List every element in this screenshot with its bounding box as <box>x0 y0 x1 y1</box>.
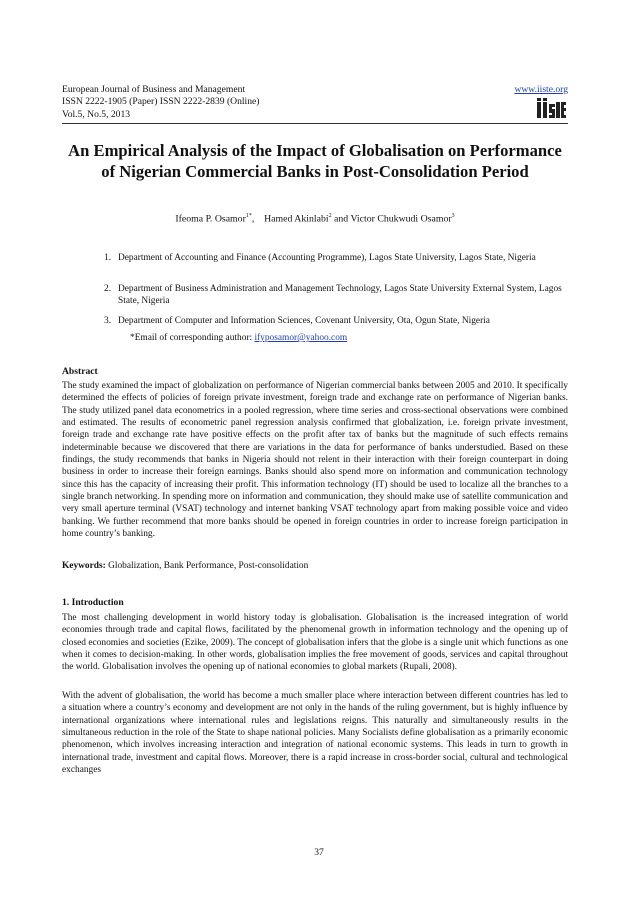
journal-info <box>62 84 568 121</box>
author-2-sup: 2 <box>328 213 332 219</box>
affiliation-num: 3. <box>104 316 112 326</box>
affiliation-2 <box>104 283 570 307</box>
author-1: Ifeoma P. Osamor <box>175 213 246 225</box>
affiliation-text: Department of Computer and Information Sciences, Covenant University, Ota, Ogun State, Nigeria <box>118 316 490 326</box>
author-2: Hamed Akinlabi <box>264 213 329 225</box>
affiliation-1 <box>104 252 570 264</box>
affiliation-3 <box>104 315 570 327</box>
author-line: Ifeoma P. Osamor$^{1*}$, Hamed Akinlabi$^2$ and Victor Chukwudi Osamor$^3$ <box>175 213 455 225</box>
keywords-line <box>62 561 308 571</box>
intro-paragraph-2: With the advent of globalisation, the world has become a much smaller place where interaction between different countries has led to a situation where a country’s economy and development are not only in the hands of the ruling government, but is highly influence by international organizations where international rules and legislations reigns. This naturally and simultaneously results in the simultaneous reduction in the role of the State to shape national policies. Many Socialists define globalisation as a primarily economic phenomenon, which involves increasing interaction and integration of national economic systems. This leads in turn to growth in international trade, investment and capital flows. Moreover, there is a rapid increase in cross-border social, cultural and technological exchanges <box>62 691 568 776</box>
iiste-logo-icon <box>536 98 566 118</box>
journal-header <box>62 84 568 121</box>
abstract-heading: Abstract <box>62 366 98 377</box>
author-3-sup: 3 <box>451 213 455 219</box>
journal-url-link[interactable]: www.iiste.org <box>514 84 568 95</box>
journal-volume: Vol.5, No.5, 2013 <box>62 108 131 120</box>
paper-title: An Empirical Analysis of the Impact of Globalisation on Performance of Nigerian Commercial Banks in Post-Consolidation Period <box>68 141 562 181</box>
author-3: and Victor Chukwudi Osamor <box>331 213 452 225</box>
abstract-text: The study examined the impact of globalization on performance of Nigerian commercial banks between 2005 and 2010. It specifically determined the effects of policies of foreign private investment, foreign trade and exchange rate on performance of Nigerian banks. The study utilized panel data econometrics in a pooled regression, where time series and cross-sectional observations were combined and estimated. The results of econometric panel regression analysis confirmed that globalization, i.e. foreign private investment, foreign trade and exchange rate have positive effects on the profit after tax of banks but the magnitude of such effects remains indeterminable because we discovered that there are variations in the data for performance of banks understudied. Based on these findings, the study recommends that banks in Nigeria should not relent in their interaction with their foreign counterpart in doing business in order to increase their foreign earnings. Banks should also spend more on information and communication technology since this has the capacity of increasing their profit. This information technology (IT) should be used to localize all the branches to a single branch networking. In spending more on information and communication, they should make use of satellite communication and very small aperture terminal (VSAT) technology and internet banking VSAT technology apart from making possible voice and video banking. We further recommend that more banks should be opened in foreign countries in order to increase foreign participation in home country’s banking. <box>62 381 568 540</box>
header-divider <box>62 123 568 124</box>
intro-paragraph-1: The most challenging development in world history today is globalisation. Globalisation is the increased integration of world economies through trade and capital flows, facilitated by the phenomenal growth in information technology and the opening up of closed economies and societies (Ezike, 2009). The concept of globalisation infers that the globe is a single unit which functions as one when it comes to decision-making. In other words, globalisation implies the free movement of goods, services and capital throughout the world. Globalisation involves the opening up of national economies to global markets (Rupali, 2008). <box>62 613 568 673</box>
author-1-sup: 1* <box>245 213 252 219</box>
journal-name: European Journal of Business and Management <box>62 84 246 95</box>
keywords-text: Globalization, Bank Performance, Post-consolidation <box>105 561 309 571</box>
affiliation-num: 2. <box>104 284 112 294</box>
journal-issn: ISSN 2222-1905 (Paper) ISSN 2222-2839 (Online) <box>62 96 260 108</box>
affiliation-num: 1. <box>104 253 112 263</box>
email-label: *Email of corresponding author: <box>130 333 255 343</box>
affiliation-text: Department of Accounting and Finance (Accounting Programme), Lagos State University, Lagos State, Nigeria <box>118 253 536 263</box>
keywords-label: Keywords: <box>62 561 106 571</box>
affiliation-text: Department of Business Administration and Management Technology, Lagos State University External System, Lagos State, Nigeria <box>118 284 562 307</box>
corresponding-email <box>130 333 347 343</box>
email-link[interactable]: ifyposamor@yahoo.com <box>254 333 348 343</box>
page-number: 37 <box>314 847 324 858</box>
intro-heading: 1. Introduction <box>62 597 124 608</box>
